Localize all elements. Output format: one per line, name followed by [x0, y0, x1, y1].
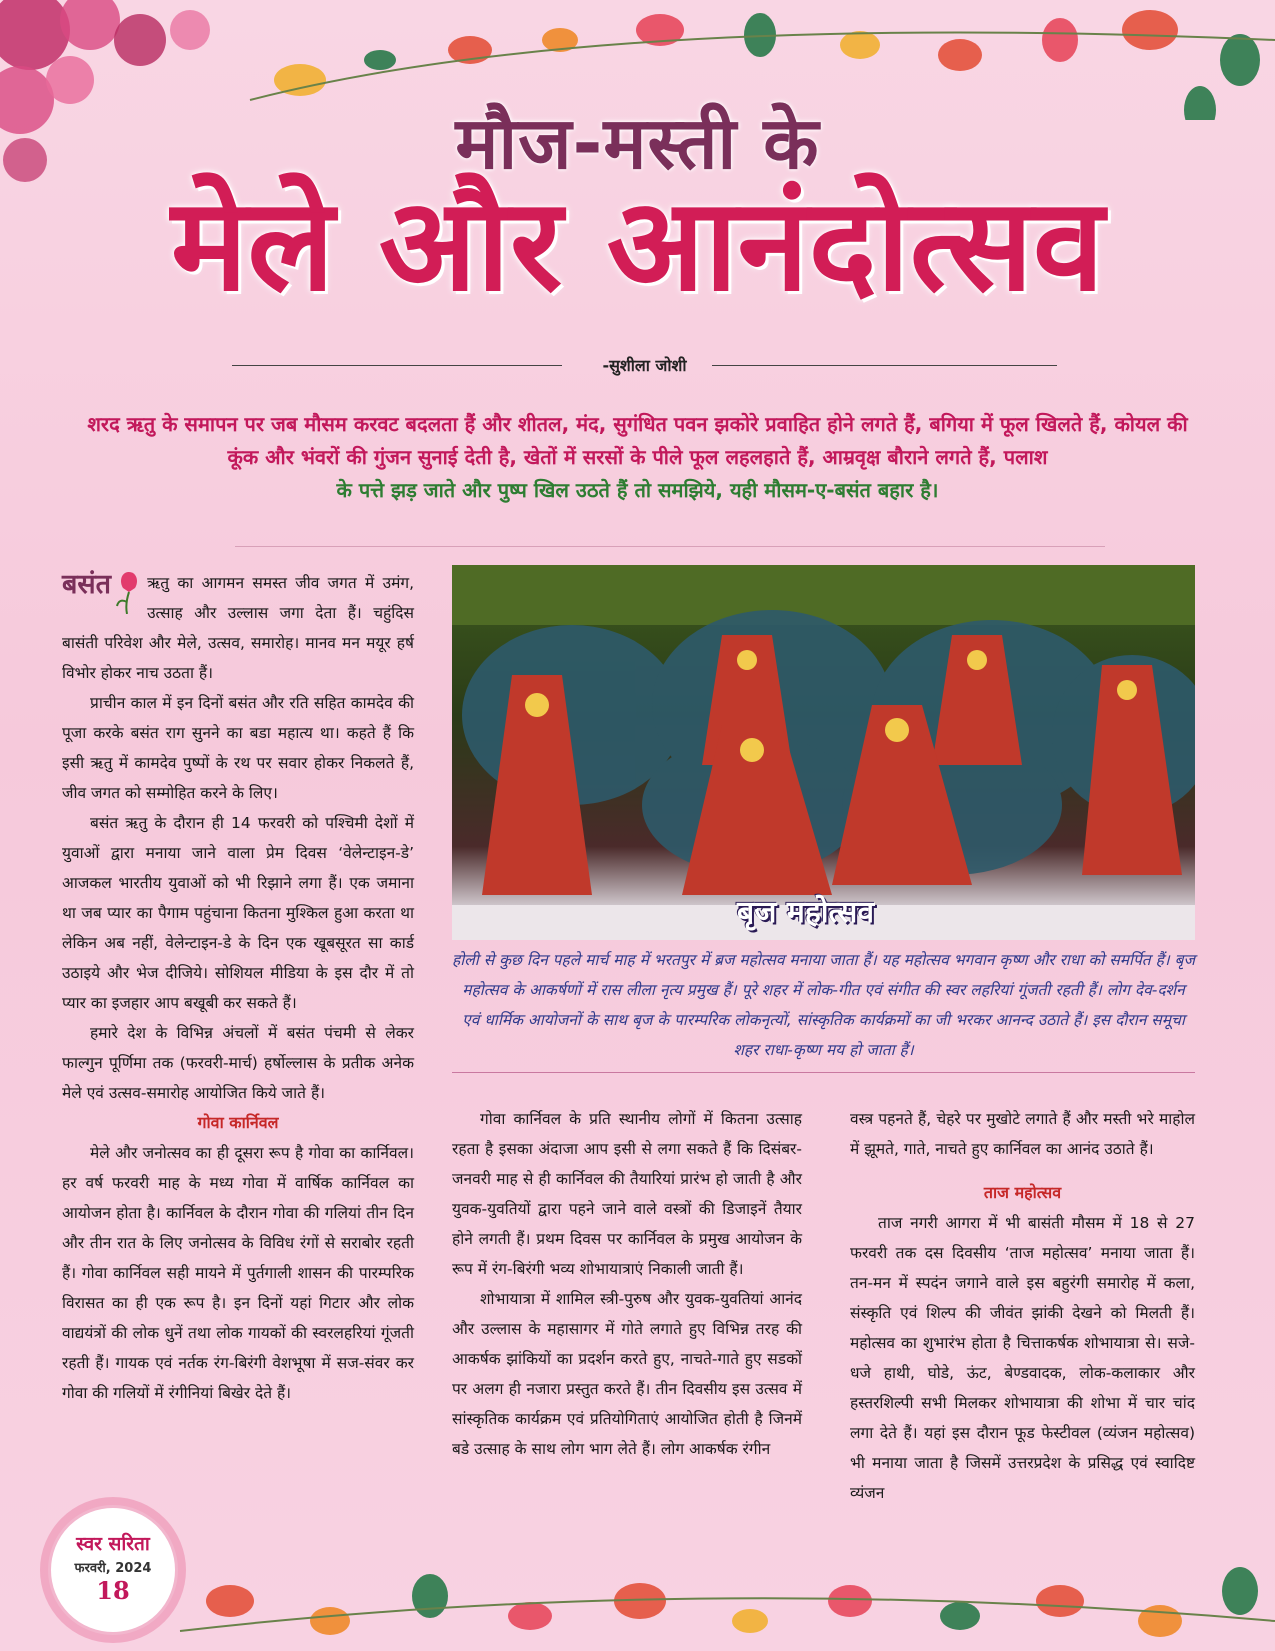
- column1-paragraph-1: [62, 568, 414, 688]
- dropcap-word: बसंत: [62, 569, 112, 600]
- column2-paragraph-2: शोभायात्रा में शामिल स्त्री-पुरुष और युवक-युवतियां आनंद और उल्लास के महासागर में गोते लगाते हुए विभिन्न तरह की आकर्षक झांकियों का प्रदर्शन करते हुए, नाचते-गाते हुए सडकों पर अलग ही नजारा प्रस्तुत करते हैं। तीन दिवसीय इस उत्सव में सांस्कृतिक कार्यक्रम एवं प्रतियोगिताएं आयोजित होती है जिनमें बडे उत्साह के साथ लोग भाग लेते हैं। लोग आकर्षक रंगीन: [452, 1290, 802, 1458]
- column3-paragraph-1: वस्त्र पहनते हैं, चेहरे पर मुखोटे लगाते हैं और मस्ती भरे माहोल में झूमते, गाते, नाचते हुए कार्निवल का आनंद उठाते हैं।: [850, 1110, 1195, 1158]
- title-line-2: मेले और आनंदोत्सव: [170, 171, 1105, 320]
- intro-part-1: शरद ऋतु के समापन पर जब मौसम करवट बदलता हैं और शीतल, मंद, सुगंधित पवन झकोरे प्रवाहित होने लगते हैं, बगिया में फूल खिलते हैं, कोयल की कूंक और भंवरों की गुंजन सुनाई देती है, खेतों में सरसों के पीले फूल लहलहाते हैं, आम्रवृक्ष बौराने लगते हैं, पलाश: [87, 412, 1188, 469]
- column1-paragraph-2: प्राचीन काल में इन दिनों बसंत और रति सहित कामदेव की पूजा करके बसंत राग सुनने का बडा महात्य था। कहते हैं कि इसी ऋतु में कामदेव पुष्पों के रथ पर सवार होकर निकलते हैं, जीव जगत को सम्मोहित करने के लिए।: [62, 694, 414, 802]
- photo-label: बृज महोत्सव: [737, 895, 875, 930]
- column1-paragraph-5: मेले और जनोत्सव का ही दूसरा रूप है गोवा का कार्निवल। हर वर्ष फरवरी माह के मध्य गोवा में वार्षिक कार्निवल का आयोजन होता है। कार्निवल के दौरान गोवा की गलियां तीन दिन और तीन रात के लिए जनोत्सव के विविध रंगों से सराबोर रहती हैं। गोवा कार्निवल सही मायने में पुर्तगाली शासन की पारम्परिक विरासत का ही एक रूप है। इन दिनों यहां गिटार और लोक वाद्ययंत्रों की लोक धुनें तथा लोक गायकों की स्वरलहरियां गूंजती रहती हैं। गायक एवं नर्तक रंग-बिरंगी वेशभूषा में सज-संवर कर गोवा की गलियों में रंगीनियां बिखेर देते हैं।: [62, 1144, 414, 1402]
- title-line-1: मौज-मस्ती के: [455, 101, 820, 185]
- column1-paragraph-4: हमारे देश के विभिन्न अंचलों में बसंत पंचमी से लेकर फाल्गुन पूर्णिमा तक (फरवरी-मार्च) हर्षोल्लास के प्रतीक अनेक मेले एवं उत्सव-समारोह आयोजित किये जाते हैं।: [62, 1024, 414, 1102]
- column2-paragraph-1: गोवा कार्निवल के प्रति स्थानीय लोगों में कितना उत्साह रहता है इसका अंदाजा आप इसी से लगा सकते हैं कि दिसंबर-जनवरी माह से ही कार्निवल की तैयारियां प्रारंभ हो जाती है और युवक-युवतियों द्वारा पहने जाने वाले वस्त्रों की डिजाइनें तैयार होने लगती हैं। प्रथम दिवस पर कार्निवल के प्रमुख आयोजन के रूप में रंग-बिरंगी भव्य शोभायात्राएं निकाली जाती हैं।: [452, 1110, 802, 1278]
- column-2: [452, 1104, 802, 1464]
- column-1: [62, 568, 414, 1408]
- column3-paragraph-2: ताज नगरी आगरा में भी बासंती मौसम में 18 से 27 फरवरी तक दस दिवसीय ‘ताज महोत्सव’ मनाया जाता हैं। तन-मन में स्पदंन जगाने वाले इस बहुरंगी समारोह में कला, संस्कृति एवं शिल्प की जीवंत झांकी देखने को मिलती हैं। महोत्सव का शुभारंभ होता है चित्ताकर्षक शोभायात्रा से। सजे-धजे हाथी, घोडे, ऊंट, बेण्डवादक, लोक-कलाकार और हस्तरशिल्पी सभी मिलकर शोभायात्रा की शोभा में चार चांद लगा देते हैं। यहां इस दौरान फूड फेस्टीवल (व्यंजन महोत्सव) भी मनाया जाता है जिसमें उत्तरप्रदेश के प्रसिद्ध एवं स्वादिष्ट व्यंजन: [850, 1214, 1195, 1502]
- intro-paragraph: [70, 408, 1205, 507]
- issue-date: फरवरी, 2024: [74, 1561, 152, 1576]
- photo-caption: होली से कुछ दिन पहले मार्च माह में भरतपुर में ब्रज महोत्सव मनाया जाता हैं। यह महोत्सव भगवान कृष्ण और राधा को समर्पित हैं। बृज महोत्सव के आकर्षणों में रास लीला नृत्य प्रमुख हैं। पूरे शहर में लोक-गीत एवं संगीत की स्वर लहरियां गूंजती रहती हैं। लोग देव-दर्शन एवं धार्मिक आयोजनों के साथ बृज के पारम्परिक लोकनृत्यों, सांस्कृतिक कार्यक्रमों का जी भरकर आनन्द उठाते हैं। इस दौरान समूचा शहर राधा-कृष्ण मय हो जाता हैं।: [452, 951, 1195, 1059]
- magazine-badge: [48, 1505, 178, 1635]
- column1-paragraph-3: बसंत ऋतु के दौरान ही 14 फरवरी को पश्चिमी देशों में युवाओं द्वारा मनाया जाने वाला प्रेम दिवस ‘वेलेन्टाइन-डे’ आजकल भारतीय युवाओं को भी रिझाने लगा हैं। एक जमाना था जब प्यार का पैगाम पहुंचाना कितना मुश्किल हुआ करता था लेकिन अब नहीं, वेलेन्टाइन-डे के दिन एक खूबसूरत सा कार्ड उठाइये और भेज दीजिये। सोशियल मीडिया के इस दौर में तो प्यार का इजहार आप बखूबी कर सकते हैं।: [62, 814, 414, 1012]
- column1-text-1: ऋतु का आगमन समस्त जीव जगत में उमंग, उत्साह और उल्लास जगा देता हैं। चहुंदिस बासंती परिवेश और मेले, उत्सव, समारोह। मानव मन मयूर हर्ष विभोर होकर नाच उठता हैं।: [62, 574, 414, 682]
- byline-rule-right: [712, 365, 1057, 366]
- byline: [232, 354, 1057, 378]
- taj-festival-heading: ताज महोत्सव: [983, 1183, 1062, 1202]
- goa-carnival-heading: गोवा कार्निवल: [197, 1113, 279, 1132]
- dancers-illustration: [452, 565, 1195, 940]
- column-3: [850, 1104, 1195, 1508]
- page-number: 18: [96, 1576, 130, 1605]
- tulip-icon: [115, 568, 143, 614]
- magazine-name: स्वर सरिता: [76, 1533, 150, 1555]
- author-name: -सुशीला जोशी: [602, 356, 687, 375]
- floral-border-bottom: [0, 1541, 1275, 1651]
- intro-part-2: के पत्ते झड़ जाते और पुष्प खिल उठते हैं तो समझिये, यही मौसम-ए-बसंत बहार है।: [336, 478, 939, 502]
- section-divider: [235, 546, 1105, 547]
- braj-festival-photo: [452, 565, 1195, 940]
- caption-divider: [452, 1072, 1195, 1073]
